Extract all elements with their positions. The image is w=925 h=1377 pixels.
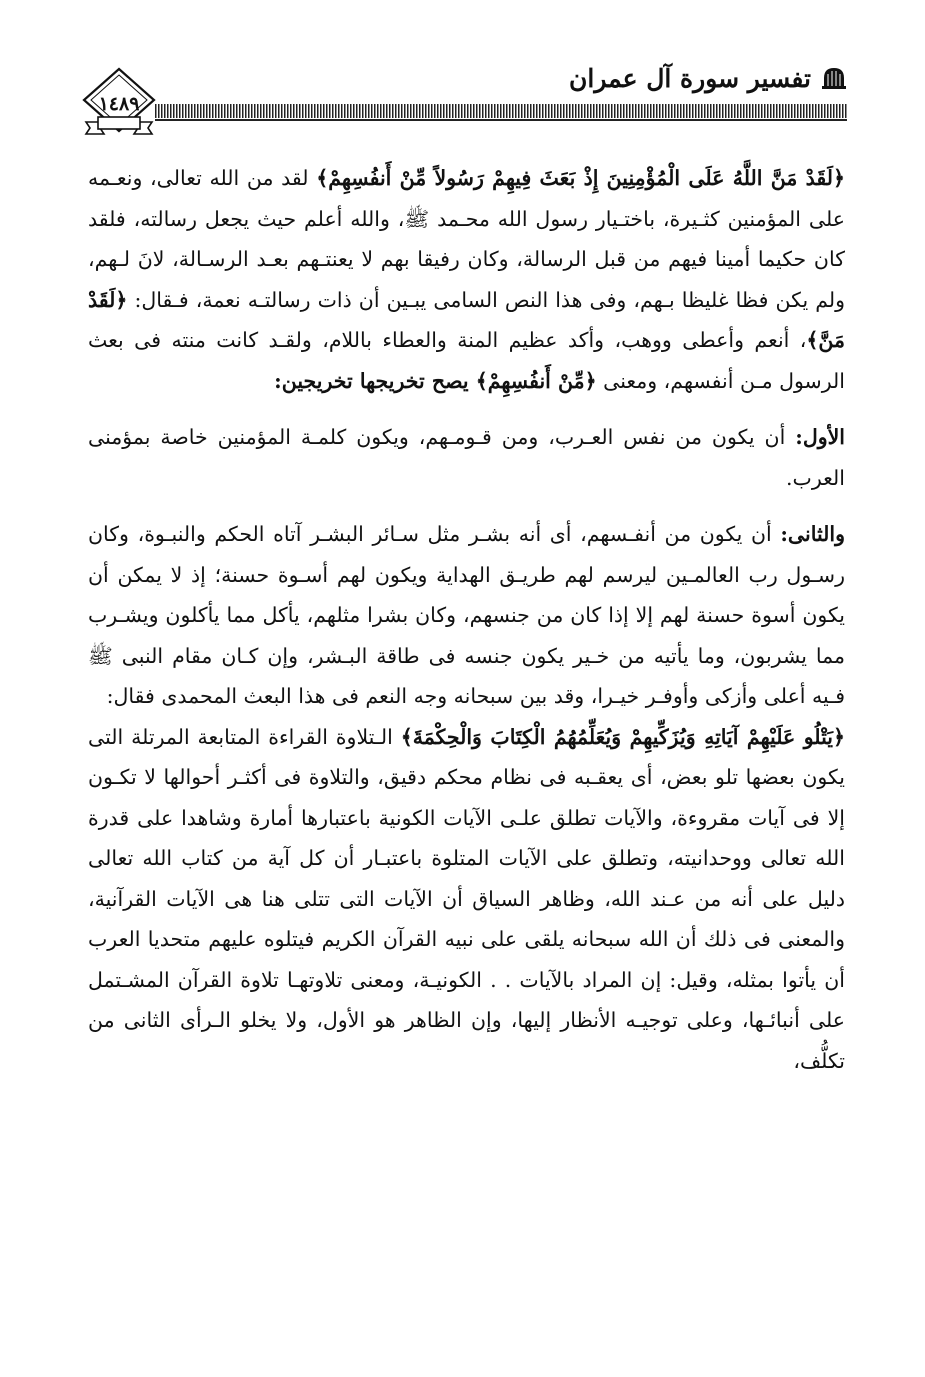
paragraph-1 bbox=[88, 158, 845, 401]
paragraph-text: الـتلاوة القراءة المتابعة المرتلة التى يكون بعضها تلو بعض، أى يعقـبه فى نظام محكم دقيق، والتلاوة فى أكثـر أحوالها لا تكـون إلا فى آيات مقروءة، والآيات تطلق علـى الآيات الكونية باعتبارها أمارة وشاهدا على قدرة الله تعالى ووحدانيته، وتطلق على الآيات المتلوة باعتبـار أن كل آية من كتاب الله تعالى دليل على أنه من عـند الله، وظاهر السياق أن الآيات التى تتلى هنا هى الآيات القرآنية، والمعنى فى ذلك أن الله سبحانه يلقى على نبيه القرآن الكريم فيتلوه عليهم متحديا العرب أن يأتوا بمثله، وقيل: إن المراد بالآيات . . الكونيـة، ومعنى تلاوتهـا تلاوة القرآن المشـتمل على أنبائـها، وعلى توجيـه الأنظار إليها، وإن الظاهر هو الأول، ولا يخلو الـرأى الثانى من تكلُّف، bbox=[88, 724, 845, 1073]
paragraph-text: لقد من الله تعالى، ونعـمه على المؤمنين كثـيرة، باختـيار رسول الله محـمد ﷺ، والله أعلم حيث يجعل رسالته، فلقد كان حكيما أمينا فيهم من قبل الرسالة، وكان رفيقا بهم لا يعنتـهم بعـد الرسـالة، لانَ لـهم، ولم يكن فظا غليظا بـهم، وفى هذا النص السامى يبـين أن ذات رسالتـه نعمة، فـقال: bbox=[88, 166, 845, 312]
paragraph-text: أن يكون من نفس العـرب، ومن قـومـهم، ويكون كلمـة المؤمنين خاصة بمؤمنى العرب. bbox=[88, 425, 845, 490]
paragraph-text: أن يكون من أنفـسهم، أى أنه بشـر مثل سـائر البشـر آتاه الحكم والنبـوة، وكان رسـول رب العالمـين ليرسم لهم طريـق الهداية ويكون لهم أسـوة حسنة؛ إذ لا يمكن أن يكون أسوة حسنة لهم إلا إذا كان من جنسهم، وكان بشرا مثلهم، يأكل مما يأكلون ويشـرب مما يشربون، وما يأتيه من خـير يكون جنسه فى طاقة البـشر، وإن كـان مقام النبى ﷺ فـيه أعلى وأزكى وأوفـر خيـرا، وقد بين سبحانه وجه النعم فى هذا البعث المحمدى فقال: bbox=[88, 522, 845, 708]
paragraph-2 bbox=[88, 417, 845, 498]
paragraph-text: يصح تخريجها تخريجين: bbox=[274, 368, 476, 393]
quran-verse: ﴿لَقَدْ مَنَّ اللَّهُ عَلَى الْمُؤْمِنِينَ إِذْ بَعَثَ فِيهِمْ رَسُولاً مِّنْ أَنفُسِهِمْ﴾ bbox=[316, 166, 845, 190]
book-title: تفسير سورة آل عمران bbox=[569, 63, 811, 93]
quran-verse: ﴿لَقَدْ مَنَّ﴾ bbox=[88, 287, 845, 352]
paragraph-4 bbox=[88, 717, 845, 1082]
body-text bbox=[88, 158, 845, 1081]
quran-verse: ﴿مِّنْ أَنفُسِهِمْ﴾ bbox=[475, 368, 597, 393]
dome-ornament-icon bbox=[821, 65, 847, 91]
paragraph-text: ، أنعم وأعطى ووهب، وأكد عظيم المنة والعطاء باللام، ولقـد كانت منته فى بعث الرسول مـن أنفسهم، ومعنى bbox=[88, 328, 845, 393]
point-label: والثانى: bbox=[780, 522, 845, 546]
page-number: ١٤٨٩ bbox=[98, 93, 140, 115]
header-rule bbox=[155, 104, 847, 118]
page-number-badge bbox=[78, 66, 160, 144]
point-label: الأول: bbox=[795, 425, 845, 449]
paragraph-3 bbox=[88, 514, 845, 717]
quran-verse: ﴿يَتْلُو عَلَيْهِمْ آيَاتِهِ وَيُزَكِّيهِمْ وَيُعَلِّمُهُمُ الْكِتَابَ وَالْحِكْمَةَ﴾ bbox=[400, 724, 845, 749]
running-header bbox=[569, 58, 847, 98]
